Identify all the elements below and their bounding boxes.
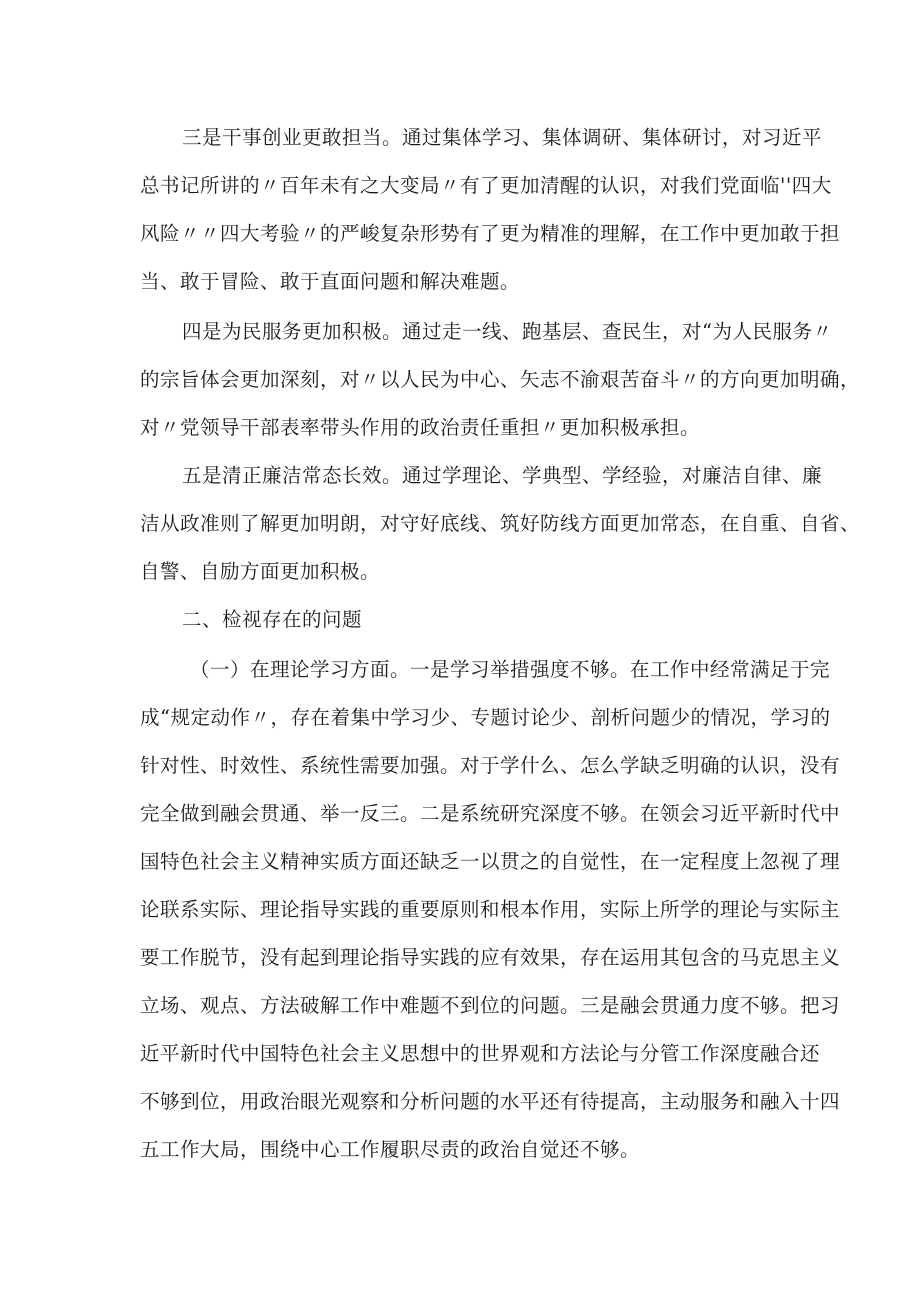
text-line: 五工作大局，围绕中心工作履职尽责的政治自觉还不够。 xyxy=(140,1138,641,1161)
text-line: 自警、自励方面更加积极。 xyxy=(140,560,381,583)
text-line: 四是为民服务更加积极。通过走一线、跑基层、查民生，对“为人民服务〃 xyxy=(182,320,833,343)
text-line: 风险〃〃四大考验〃的严峻复杂形势有了更为精准的理解，在工作中更加敢于担 xyxy=(140,222,841,245)
text-line: 完全做到融会贯通、举一反三。二是系统研究深度不够。在领会习近平新时代中 xyxy=(140,802,841,825)
section-heading: 二、检视存在的问题 xyxy=(182,608,363,631)
text-line: 三是干事创业更敢担当。通过集体学习、集体调研、集体研讨，对习近平 xyxy=(182,126,823,149)
text-line: 总书记所讲的〃百年未有之大变局〃有了更加清醒的认识，对我们党面临''四大 xyxy=(140,174,832,197)
text-line: 要工作脱节，没有起到理论指导实践的应有效果，存在运用其包含的马克思主义 xyxy=(140,946,841,969)
text-line: 当、敢于冒险、敢于直面问题和解决难题。 xyxy=(140,270,521,293)
text-line: 不够到位，用政治眼光观察和分析问题的水平还有待提高，主动服务和融入十四 xyxy=(140,1090,841,1113)
text-line: 国特色社会主义精神实质方面还缺乏一以贯之的自觉性，在一定程度上忽视了理 xyxy=(140,850,841,873)
text-line: 洁从政准则了解更加明朗，对守好底线、筑好防线方面更加常态，在自重、自省、 xyxy=(140,512,861,535)
text-line: （一）在理论学习方面。一是学习举措强度不够。在工作中经常满足于完 xyxy=(190,658,831,681)
text-line: 论联系实际、理论指导实践的重要原则和根本作用，实际上所学的理论与实际主 xyxy=(140,898,841,921)
text-line: 的宗旨体会更加深刻，对〃以人民为中心、矢志不渝艰苦奋斗〃的方向更加明确， xyxy=(140,368,861,391)
text-line: 立场、观点、方法破解工作中难题不到位的问题。三是融会贯通力度不够。把习 xyxy=(140,994,841,1017)
text-line: 对〃党领导干部表率带头作用的政治责任重担〃更加积极承担。 xyxy=(140,416,701,439)
text-line: 针对性、时效性、系统性需要加强。对于学什么、怎么学缺乏明确的认识，没有 xyxy=(140,754,841,777)
text-line: 近平新时代中国特色社会主义思想中的世界观和方法论与分管工作深度融合还 xyxy=(140,1042,821,1065)
text-line: 成“规定动作〃，存在着集中学习少、专题讨论少、剖析问题少的情况，学习的 xyxy=(140,706,831,729)
text-line: 五是清正廉洁常态长效。通过学理论、学典型、学经验，对廉洁自律、廉 xyxy=(182,464,823,487)
